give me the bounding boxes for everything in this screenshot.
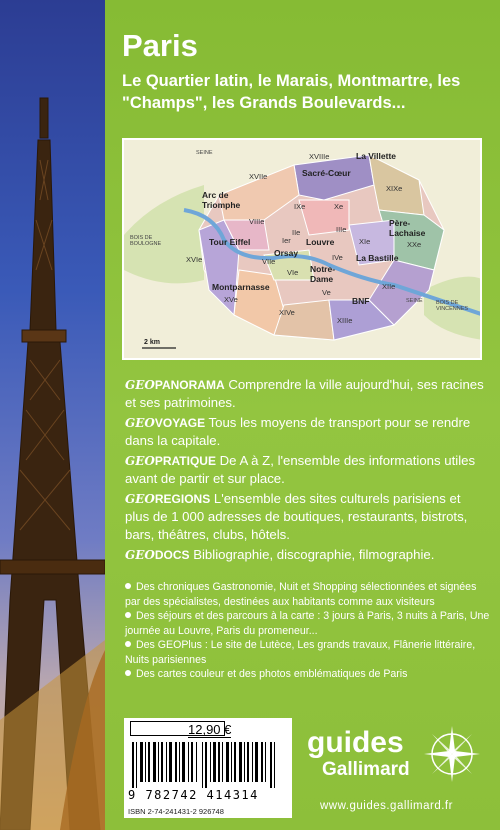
geo-brand: GEOPRATIQUE	[125, 454, 216, 468]
publisher-logo-line2: Gallimard	[322, 759, 410, 780]
map-label-seine-west: SEINE	[196, 150, 213, 156]
map-label-sacre-coeur: Sacré-Cœur	[302, 168, 351, 178]
arr-10: Xe	[334, 202, 344, 211]
isbn-line: ISBN 2-74-241431-2 926748	[128, 807, 224, 816]
arr-5: Ve	[322, 288, 331, 297]
bullet-dot-icon	[125, 641, 131, 647]
section-pratique: GEOPRATIQUE De A à Z, l'ensemble des informations utiles avant de partir et sur place.	[125, 453, 476, 486]
bullet-item: Des cartes couleur et des photos emblématiques de Paris	[125, 667, 490, 682]
arr-6: VIe	[287, 268, 299, 277]
barcode-number: 9 782742 414314	[128, 788, 259, 802]
map-label-orsay: Orsay	[274, 248, 299, 258]
arr-16: XVIe	[186, 255, 203, 264]
book-title: Paris	[122, 28, 198, 63]
map-label-bois-de-vincennes: BOIS DE VINCENNES	[436, 300, 469, 312]
arr-15: XVe	[224, 295, 238, 304]
arr-19: XIXe	[386, 184, 403, 193]
arr-12: XIIe	[382, 282, 396, 291]
map-label-bnf: BNF	[352, 296, 370, 306]
map-label-pere-lachaise: Père-Lachaise	[389, 218, 426, 238]
map-label-arc-de-triomphe: Arc de Triomphe	[202, 190, 241, 210]
paris-map	[122, 138, 482, 360]
map-label-montparnasse: Montparnasse	[212, 282, 270, 292]
arr-14: XIVe	[279, 308, 295, 317]
map-label-tour-eiffel: Tour Eiffel	[209, 237, 251, 247]
bullet-dot-icon	[125, 612, 131, 618]
bullet-dot-icon	[125, 583, 131, 589]
barcode-icon	[132, 742, 287, 788]
arr-2: IIe	[292, 228, 301, 237]
publisher-logo-line1: guides	[307, 726, 404, 759]
arr-7: VIIe	[262, 257, 276, 266]
arr-1: Ier	[282, 236, 291, 245]
map-label-seine-east: SEINE	[406, 298, 423, 304]
arr-18: XVIIIe	[309, 152, 330, 161]
book-subtitle: Le Quartier latin, le Marais, Montmartre, les "Champs", les Grands Boulevards...	[122, 72, 461, 112]
price-label: 12,90 €	[188, 722, 232, 737]
eiffel-tower-photo	[0, 0, 105, 830]
map-label-la-bastille: La Bastille	[356, 253, 399, 263]
map-label-la-villette: La Villette	[356, 151, 396, 161]
bullet-item: Des GEOPlus : Le site de Lutèce, Les grands travaux, Flânerie littéraire, Nuits parisiennes	[125, 639, 476, 666]
bullet-dot-icon	[125, 670, 131, 676]
arr-9: IXe	[294, 202, 306, 211]
bullet-item: Des chroniques Gastronomie, Nuit et Shopping sélectionnées et signées par des spécialistes, destinées aux habitants comme aux visiteurs	[125, 581, 477, 608]
arr-3: IIIe	[336, 225, 347, 234]
compass-rose-icon	[422, 724, 482, 784]
arr-4: IVe	[332, 253, 343, 262]
arr-11: XIe	[359, 237, 371, 246]
geo-brand: GEOVOYAGE	[125, 416, 206, 430]
geo-brand: GEOREGIONS	[125, 492, 211, 506]
arr-13: XIIIe	[337, 316, 353, 325]
map-label-notre-dame: Notre-Dame	[310, 264, 336, 284]
arr-17: XVIIe	[249, 172, 268, 181]
map-label-bois-de-boulogne: BOIS DE BOULOGNE	[130, 235, 162, 247]
website-url: www.guides.gallimard.fr	[320, 800, 453, 812]
arr-8: VIIIe	[249, 217, 265, 226]
section-voyage: GEOVOYAGE Tous les moyens de transport pour se rendre dans la capitale.	[125, 415, 471, 448]
map-scale: 2 km	[144, 339, 160, 346]
arr-20: XXe	[407, 240, 422, 249]
map-label-louvre: Louvre	[306, 237, 335, 247]
bullet-item: Des séjours et des parcours à la carte : 3 jours à Paris, 3 nuits à Paris, Une journée au Louvre, Paris du promeneur...	[125, 610, 490, 637]
feature-bullets	[125, 580, 490, 682]
section-docs: GEODOCS Bibliographie, discographie, filmographie.	[125, 547, 435, 562]
geo-brand: GEODOCS	[125, 548, 190, 562]
geo-brand: GEOPANORAMA	[125, 378, 225, 392]
section-panorama: GEOPANORAMA Comprendre la ville aujourd'hui, ses racines et ses patrimoines.	[125, 377, 484, 410]
section-regions: GEOREGIONS L'ensemble des sites culturels parisiens et plus de 1 000 adresses de boutiques, restaurants, bistrots, bars, théâtres, clubs, hôtels.	[125, 491, 468, 542]
